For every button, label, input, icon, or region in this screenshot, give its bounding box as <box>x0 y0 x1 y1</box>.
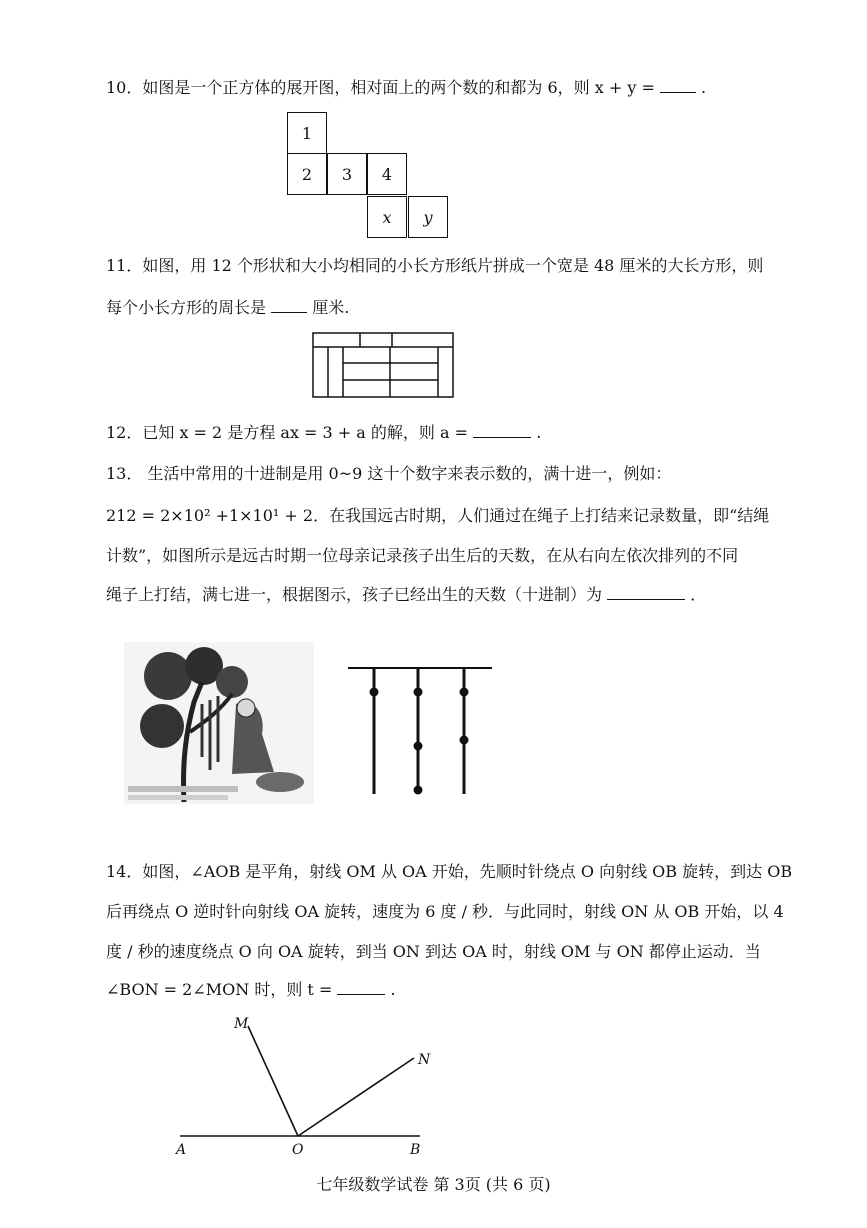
q14-line2: 后再绕点 O 逆时针向射线 OA 旋转，速度为 6 度 / 秒．与此同时，射线 ON 从 OB 开始，以 4 <box>106 902 784 921</box>
q10-end: . <box>701 78 707 97</box>
knot <box>414 742 423 751</box>
net-cell-1: 1 <box>287 112 327 154</box>
q11-line2 <box>106 298 349 318</box>
ray-ON <box>298 1058 414 1136</box>
ancient-knot-illustration <box>124 642 314 804</box>
q11-line2-post: 厘米. <box>312 298 350 317</box>
angle-figure <box>168 1012 438 1160</box>
q10-stem: 10．如图是一个正方体的展开图，相对面上的两个数的和都为 6，则 x + y = <box>106 78 655 97</box>
ray-OM <box>248 1026 298 1136</box>
q11-line1: 11．如图，用 12 个形状和大小均相同的小长方形纸片拼成一个宽是 48 厘米的大长方形，则 <box>106 256 764 275</box>
q12-end: . <box>536 423 542 442</box>
point-label-A: A <box>176 1142 187 1158</box>
q13-line4 <box>106 585 706 605</box>
q11-line2-pre: 每个小长方形的周长是 <box>106 298 267 317</box>
q14-line4-pre: ∠BON = 2∠MON 时，则 t = <box>106 980 333 999</box>
knot <box>414 688 423 697</box>
q14-blank <box>337 980 385 995</box>
q12-text <box>106 423 541 443</box>
q14-line4 <box>106 980 396 1000</box>
q14-line4-end: . <box>390 980 396 999</box>
rectangle-tiling-figure <box>310 330 456 400</box>
q11-blank <box>271 298 307 313</box>
point-label-B: B <box>410 1142 421 1158</box>
q14-line1: 14．如图，∠AOB 是平角，射线 OM 从 OA 开始，先顺时针绕点 O 向射线 OB 旋转，到达 OB <box>106 862 793 881</box>
q10-blank <box>660 78 696 93</box>
point-label-O: O <box>292 1142 304 1158</box>
q12-blank <box>473 423 531 438</box>
q13-line1: 13． 生活中常用的十进制是用 0~9 这十个数字来表示数的，满十进一，例如： <box>106 464 672 483</box>
net-cell-2: 2 <box>287 153 327 195</box>
net-cell-y: y <box>408 196 448 238</box>
knot <box>460 688 469 697</box>
q10-text <box>106 78 706 98</box>
q13-blank <box>607 585 685 600</box>
net-cell-x: x <box>367 196 407 238</box>
knot <box>460 736 469 745</box>
q13-line4-end: ． <box>690 585 707 604</box>
q13-line3: 计数”，如图所示是远古时期一位母亲记录孩子出生后的天数，在从右向左依次排列的不同 <box>106 546 739 565</box>
page-footer: 七年级数学试卷 第 3页 (共 6 页) <box>316 1175 551 1194</box>
point-label-N: N <box>418 1052 431 1068</box>
q14-line3: 度 / 秒的速度绕点 O 向 OA 旋转，到当 ON 到达 OA 时，射线 OM 与 ON 都停止运动．当 <box>106 942 761 961</box>
point-label-M: M <box>234 1016 249 1032</box>
knot-ropes-diagram <box>346 662 496 798</box>
q12-stem: 12．已知 x = 2 是方程 ax = 3 + a 的解，则 a = <box>106 423 469 442</box>
knot <box>370 688 379 697</box>
q13-line2: 212 = 2×10² +1×10¹ + 2．在我国远古时期，人们通过在绳子上打结来记录数量，即“结绳 <box>106 506 770 525</box>
q13-line4-pre: 绳子上打结，满七进一，根据图示，孩子已经出生的天数（十进制）为 <box>106 585 603 604</box>
net-cell-3: 3 <box>327 153 367 195</box>
net-cell-4: 4 <box>367 153 407 195</box>
knot <box>414 786 423 795</box>
